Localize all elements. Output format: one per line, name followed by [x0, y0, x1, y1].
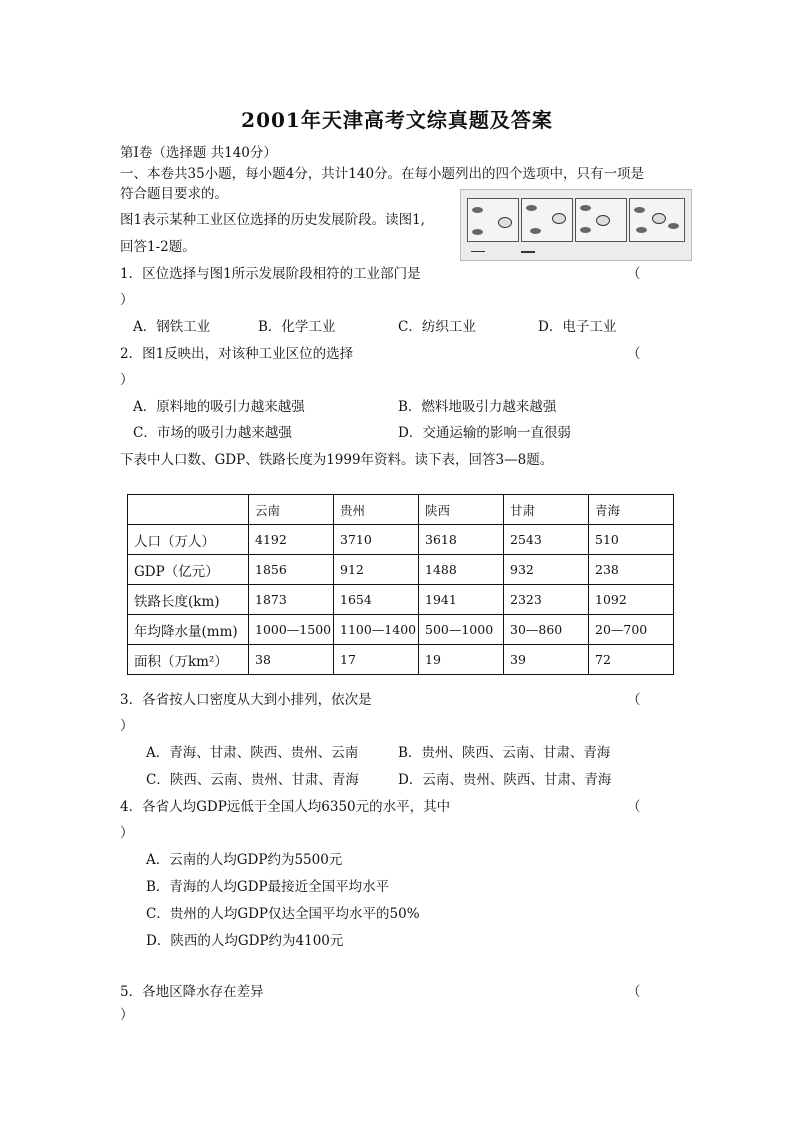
question-2-stem: 2．图1反映出，对该种工业区位的选择: [120, 346, 354, 362]
question-2-option-c[interactable]: C．市场的吸引力越来越强: [133, 425, 292, 441]
table-cell: 2543: [504, 525, 589, 555]
table-row-label: GDP（亿元）: [128, 555, 249, 585]
question-4-bracket-close: ）: [120, 825, 134, 841]
question-2-answer-bracket[interactable]: （: [627, 346, 641, 362]
table-row-label: 铁路长度(km): [128, 585, 249, 615]
question-2-option-d[interactable]: D．交通运输的影响一直很弱: [398, 425, 571, 441]
table-cell: 1654: [334, 585, 419, 615]
question-1-option-a[interactable]: A．钢铁工业: [133, 319, 211, 335]
section-heading: 第Ⅰ卷（选择题 共140分）: [120, 145, 277, 161]
table-cell: 1941: [419, 585, 504, 615]
question-4-option-b[interactable]: B．青海的人均GDP最接近全国平均水平: [146, 879, 390, 895]
table-row-label: 人口（万人）: [128, 525, 249, 555]
table-cell: 500—1000: [419, 615, 504, 645]
question-2-option-a[interactable]: A．原料地的吸引力越来越强: [133, 399, 305, 415]
question-1-bracket-close: ）: [120, 292, 134, 308]
question-2-option-b[interactable]: B．燃料地吸引力越来越强: [398, 399, 557, 415]
table-header-cell: 云南: [249, 495, 334, 525]
table-header-cell: 陕西: [419, 495, 504, 525]
figure-1-image: [460, 189, 692, 261]
question-1-option-c[interactable]: C．纺织工业: [398, 319, 476, 335]
table-row: [128, 615, 674, 645]
question-1-answer-bracket[interactable]: （: [627, 266, 641, 282]
table-header-row: [128, 495, 674, 525]
table-cell: 17: [334, 645, 419, 675]
table-cell: 38: [249, 645, 334, 675]
table-cell: 932: [504, 555, 589, 585]
table-cell: 30—860: [504, 615, 589, 645]
question-1-option-b[interactable]: B．化学工业: [258, 319, 336, 335]
table-row: [128, 555, 674, 585]
page-title: 2001年天津高考文综真题及答案: [241, 108, 553, 132]
question-3-option-a[interactable]: A．青海、甘肃、陕西、贵州、云南: [146, 745, 359, 761]
table-row: [128, 525, 674, 555]
question-4-answer-bracket[interactable]: （: [627, 799, 641, 815]
table-row: [128, 585, 674, 615]
table-cell: 3618: [419, 525, 504, 555]
table-row-label: 面积（万km²）: [128, 645, 249, 675]
question-5-bracket-close: ）: [120, 1007, 134, 1023]
table-cell: 20—700: [589, 615, 674, 645]
intro-line-1: 图1表示某种工业区位选择的历史发展阶段。读图1,: [120, 212, 425, 228]
table-cell: 912: [334, 555, 419, 585]
question-5-answer-bracket[interactable]: （: [627, 984, 641, 1000]
table-cell: 510: [589, 525, 674, 555]
instructions-line-2: 符合题目要求的。: [120, 186, 228, 202]
question-2-bracket-close: ）: [120, 372, 134, 388]
table-cell: 3710: [334, 525, 419, 555]
table-intro: 下表中人口数、GDP、铁路长度为1999年资料。读下表，回答3—8题。: [120, 452, 554, 468]
table-header-cell: 青海: [589, 495, 674, 525]
question-3-option-c[interactable]: C．陕西、云南、贵州、甘肃、青海: [146, 772, 359, 788]
table-header-cell: [128, 495, 249, 525]
table-cell: 1488: [419, 555, 504, 585]
question-1-option-d[interactable]: D．电子工业: [538, 319, 617, 335]
table-cell: 238: [589, 555, 674, 585]
question-4-stem: 4．各省人均GDP远低于全国人均6350元的水平，其中: [120, 799, 451, 815]
question-5-stem: 5．各地区降水存在差异: [120, 984, 264, 1000]
table-cell: 2323: [504, 585, 589, 615]
table-cell: 19: [419, 645, 504, 675]
table-row: [128, 645, 674, 675]
table-header-cell: 贵州: [334, 495, 419, 525]
question-3-option-d[interactable]: D．云南、贵州、陕西、甘肃、青海: [398, 772, 612, 788]
question-3-bracket-close: ）: [120, 718, 134, 734]
intro-line-2: 回答1-2题。: [120, 239, 196, 255]
table-cell: 72: [589, 645, 674, 675]
question-4-option-d[interactable]: D．陕西的人均GDP约为4100元: [146, 933, 344, 949]
question-1-stem: 1．区位选择与图1所示发展阶段相符的工业部门是: [120, 266, 421, 282]
table-cell: 1873: [249, 585, 334, 615]
question-3-option-b[interactable]: B．贵州、陕西、云南、甘肃、青海: [398, 745, 611, 761]
table-cell: 1092: [589, 585, 674, 615]
table-cell: 1000—1500: [249, 615, 334, 645]
province-data-table: [127, 494, 674, 675]
instructions-line-1: 一、本卷共35小题，每小题4分，共计140分。在每小题列出的四个选项中，只有一项是: [120, 166, 645, 182]
table-cell: 39: [504, 645, 589, 675]
question-3-stem: 3．各省按人口密度从大到小排列，依次是: [120, 692, 372, 708]
table-cell: 1100—1400: [334, 615, 419, 645]
table-cell: 1856: [249, 555, 334, 585]
question-4-option-c[interactable]: C．贵州的人均GDP仅达全国平均水平的50%: [146, 906, 420, 922]
table-cell: 4192: [249, 525, 334, 555]
table-header-cell: 甘肃: [504, 495, 589, 525]
question-4-option-a[interactable]: A．云南的人均GDP约为5500元: [146, 852, 343, 868]
table-row-label: 年均降水量(mm): [128, 615, 249, 645]
question-3-answer-bracket[interactable]: （: [627, 692, 641, 708]
